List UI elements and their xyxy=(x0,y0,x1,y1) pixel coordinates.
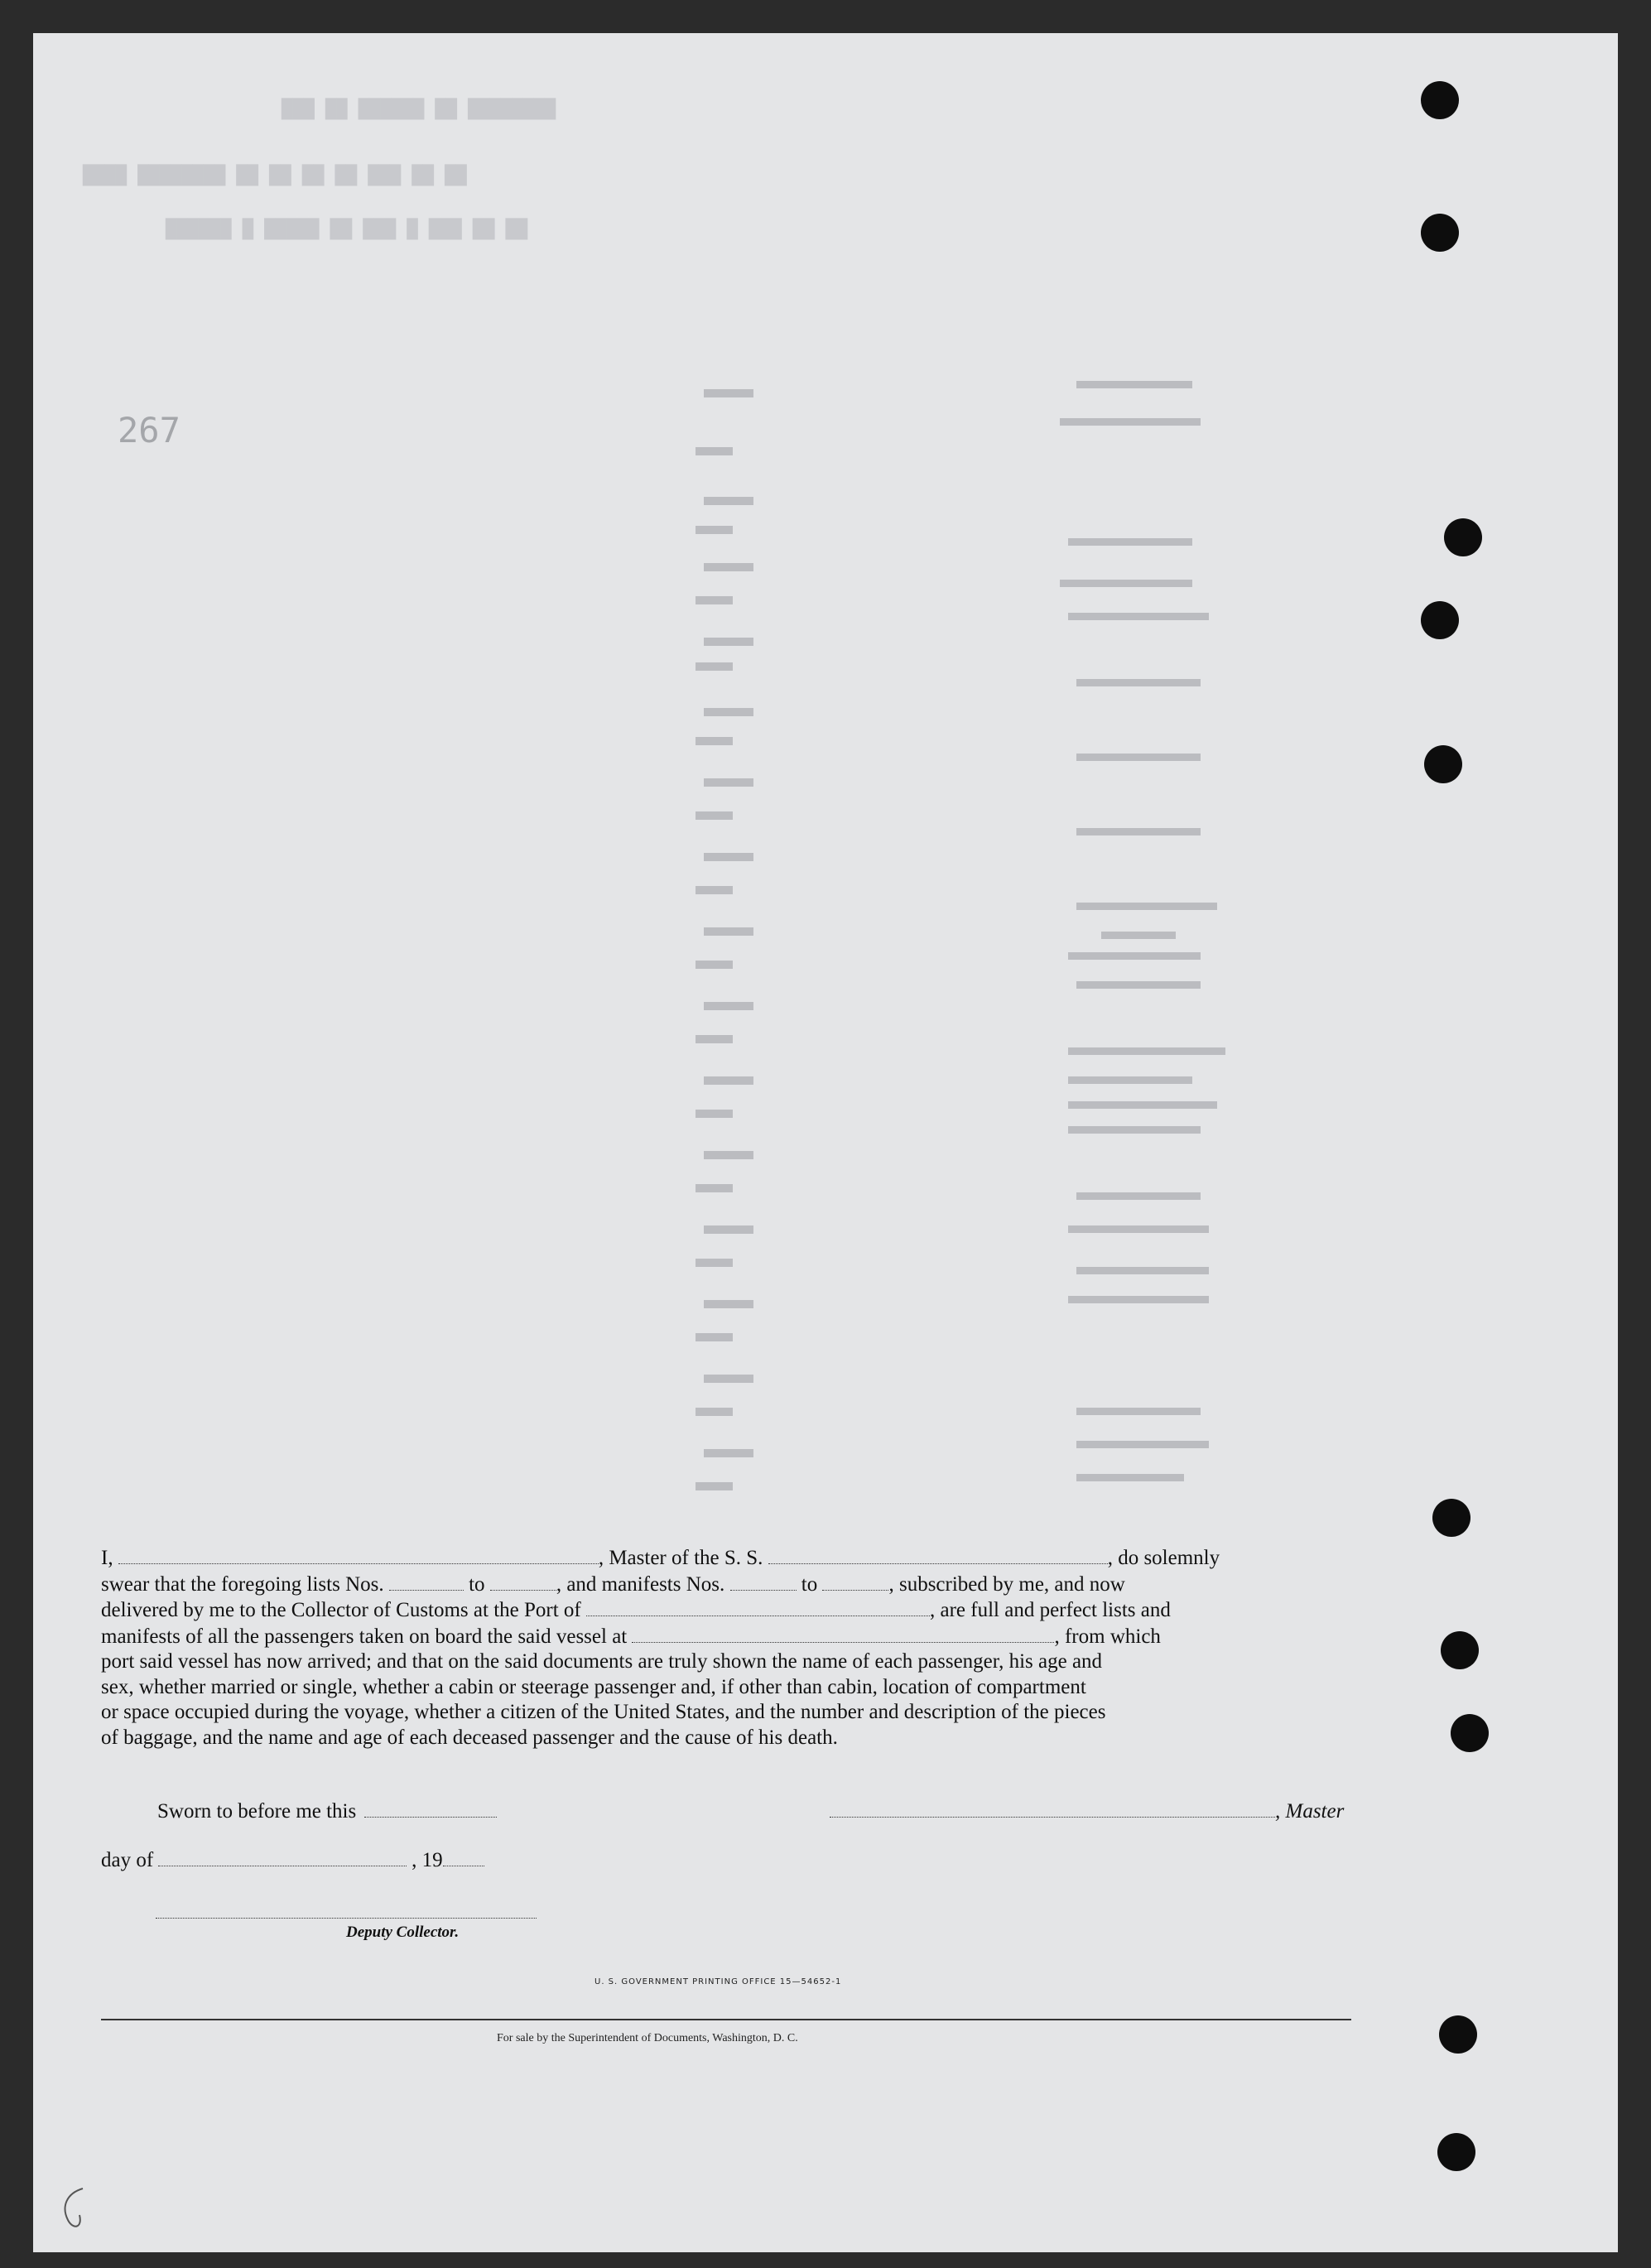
printer-imprint: U. S. GOVERNMENT PRINTING OFFICE 15—54652-1 xyxy=(594,1977,842,1986)
oath-line-1: I, , Master of the S. S. , do solemnly xyxy=(101,1547,1220,1569)
punch-hole xyxy=(1451,1714,1489,1752)
oath-line-3: delivered by me to the Collector of Customs at the Port of , are full and perfect lists and xyxy=(101,1599,1171,1621)
deputy-collector-label: Deputy Collector. xyxy=(346,1924,460,1941)
bleed-through-columns xyxy=(33,33,1618,1524)
sworn-date-blank xyxy=(364,1799,497,1818)
sale-notice: For sale by the Superintendent of Documents, Washington, D. C. xyxy=(497,2032,798,2044)
oath-line-8: of baggage, and the name and age of each deceased passenger and the cause of his death. xyxy=(101,1726,838,1749)
pencil-mark xyxy=(50,2182,99,2240)
bleed-through-header: ███ ██ ██████ ██ ████████ xyxy=(282,99,556,120)
master-oath-paragraph xyxy=(101,1545,1351,1750)
oath-line-7: or space occupied during the voyage, whether a citizen of the United States, and the number and description of the pieces xyxy=(101,1701,1106,1723)
sworn-before-line xyxy=(157,1799,497,1823)
punch-hole xyxy=(1439,2015,1477,2054)
year-prefix: , 19 xyxy=(412,1849,443,1871)
bleed-through-header: ██████ █ █████ ██ ███ █ ███ ██ ██ xyxy=(166,219,528,240)
oath-line-6: sex, whether married or single, whether a cabin or steerage passenger and, if other than cabin, location of compartment xyxy=(101,1675,1086,1698)
year-blank xyxy=(443,1847,484,1866)
day-of-blank xyxy=(158,1847,407,1866)
bleed-through-page-number: 267 xyxy=(118,410,181,450)
bleed-through-header: ████ ████████ ██ ██ ██ ██ ███ ██ ██ xyxy=(83,166,467,186)
master-signature-line xyxy=(830,1799,1344,1823)
day-of-line xyxy=(101,1847,484,1872)
punch-hole xyxy=(1441,1631,1479,1669)
oath-line-4: manifests of all the passengers taken on board the said vessel at , from which xyxy=(101,1625,1161,1648)
oath-line-2: swear that the foregoing lists Nos. to , and manifests Nos. to , subscribed by me, and now xyxy=(101,1572,1125,1596)
footer-rule xyxy=(101,2019,1351,2020)
oath-line-5: port said vessel has now arrived; and that on the said documents are truly shown the name of each passenger, his age and xyxy=(101,1650,1103,1673)
master-label: , Master xyxy=(1275,1800,1345,1823)
manifest-page xyxy=(33,33,1618,2252)
punch-hole xyxy=(1437,2133,1475,2171)
master-signature-blank xyxy=(830,1799,1275,1818)
day-of-label: day of xyxy=(101,1849,154,1871)
sworn-label: Sworn to before me this xyxy=(157,1800,357,1823)
deputy-signature-blank xyxy=(156,1918,537,1919)
